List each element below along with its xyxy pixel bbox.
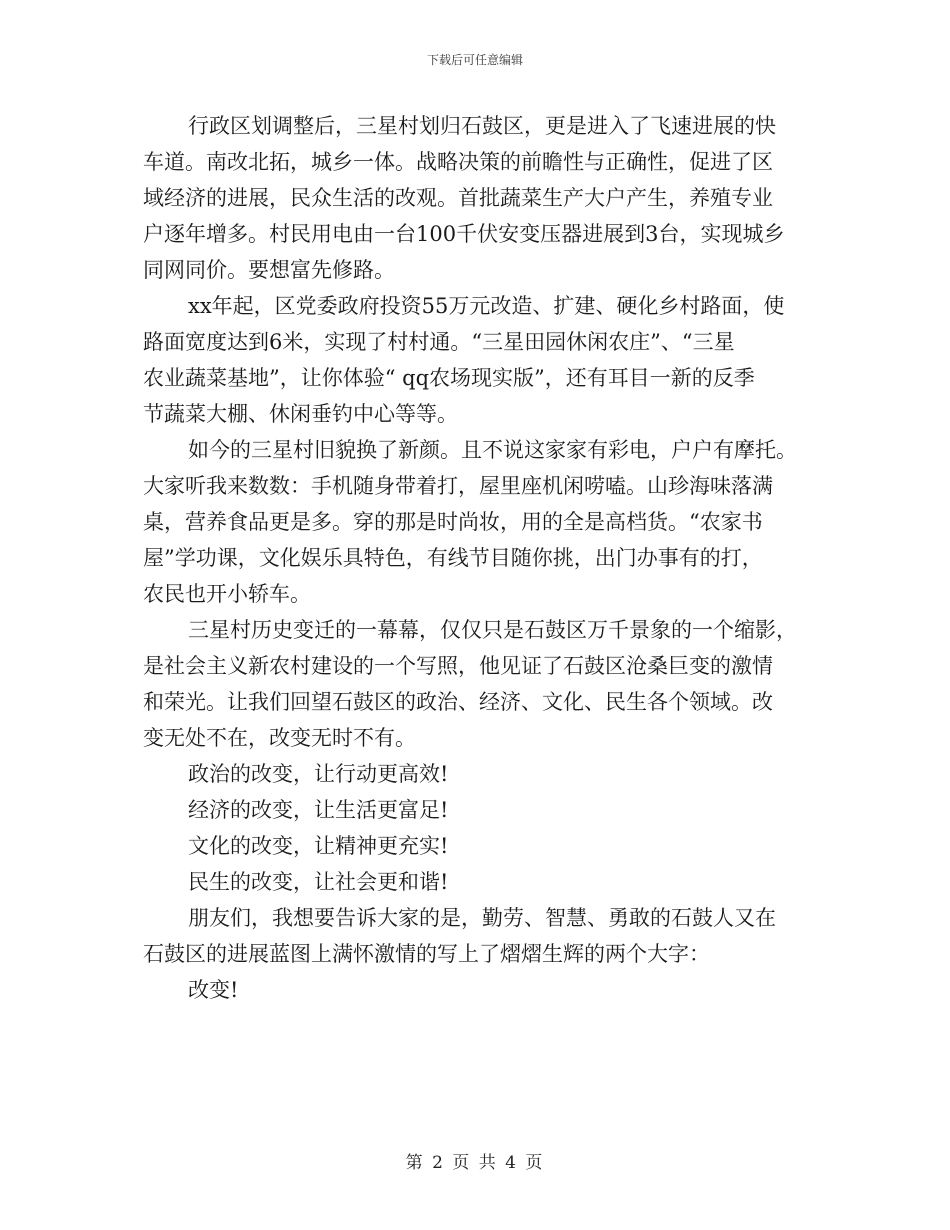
paragraph-line: 如今的三星村旧貌换了新颜。且不说这家家有彩电，户户有摩托。 <box>188 438 797 462</box>
paragraph-1 <box>143 108 810 288</box>
closing-paragraph <box>143 900 810 972</box>
paragraph-line: xx年起，区党委政府投资55万元改造、扩建、硬化乡村路面，使 <box>188 294 785 318</box>
paragraph-line: 是社会主义新农村建设的一个写照，他见证了石鼓区沧桑巨变的激情 <box>143 654 773 678</box>
paragraph-2 <box>143 288 810 432</box>
slogan-economy: 经济的改变，让生活更富足! <box>188 798 449 822</box>
paragraph-3 <box>143 432 810 612</box>
paragraph-line: 三星村历史变迁的一幕幕，仅仅只是石鼓区万千景象的一个缩影， <box>188 618 797 642</box>
paragraph-line: 域经济的进展，民众生活的改观。首批蔬菜生产大户产生，养殖专业 <box>143 186 773 210</box>
paragraph-line: 行政区划调整后，三星村划归石鼓区，更是进入了飞速进展的快 <box>188 114 776 138</box>
paragraph-line: 大家听我来数数：手机随身带着打，屋里座机闲唠嗑。山珍海味落满 <box>143 474 773 498</box>
paragraph-line: 同网同价。要想富先修路。 <box>143 258 395 282</box>
paragraph-line: 户逐年增多。村民用电由一台100千伏安变压器进展到3台，实现城乡 <box>143 222 785 246</box>
paragraph-line: 石鼓区的进展蓝图上满怀激情的写上了熠熠生辉的两个大字： <box>143 942 710 966</box>
paragraph-line: 朋友们，我想要告诉大家的是，勤劳、智慧、勇敢的石鼓人又在 <box>188 906 776 930</box>
document-body <box>143 108 810 1008</box>
closing-word: 改变! <box>188 978 239 1002</box>
paragraph-line: 变无处不在，改变无时不有。 <box>143 726 416 750</box>
paragraph-line: 农业蔬菜基地”，让你体验“ qq农场现实版”，还有耳目一新的反季 <box>143 366 755 390</box>
paragraph-line: 路面宽度达到6米，实现了村村通。“三星田园休闲农庄”、“三星 <box>143 330 735 354</box>
paragraph-line: 农民也开小轿车。 <box>143 582 311 606</box>
page-header: 下载后可任意编辑 <box>426 53 523 67</box>
paragraph-line: 屋”学功课，文化娱乐具特色，有线节目随你挑，出门办事有的打， <box>143 546 763 570</box>
slogan-culture: 文化的改变，让精神更充实! <box>188 834 449 858</box>
slogan-livelihood: 民生的改变，让社会更和谐! <box>188 870 449 894</box>
page-number: 第 2 页 共 4 页 <box>405 1153 545 1173</box>
paragraph-line: 和荣光。让我们回望石鼓区的政治、经济、文化、民生各个领域。改 <box>143 690 773 714</box>
paragraph-line: 车道。南改北拓，城乡一体。战略决策的前瞻性与正确性，促进了区 <box>143 150 773 174</box>
paragraph-line: 桌，营养食品更是多。穿的那是时尚妆，用的全是高档货。“农家书 <box>143 510 763 534</box>
paragraph-line: 节蔬菜大棚、休闲垂钓中心等等。 <box>143 402 458 426</box>
paragraph-4 <box>143 612 810 756</box>
slogan-politics: 政治的改变，让行动更高效! <box>188 762 449 786</box>
